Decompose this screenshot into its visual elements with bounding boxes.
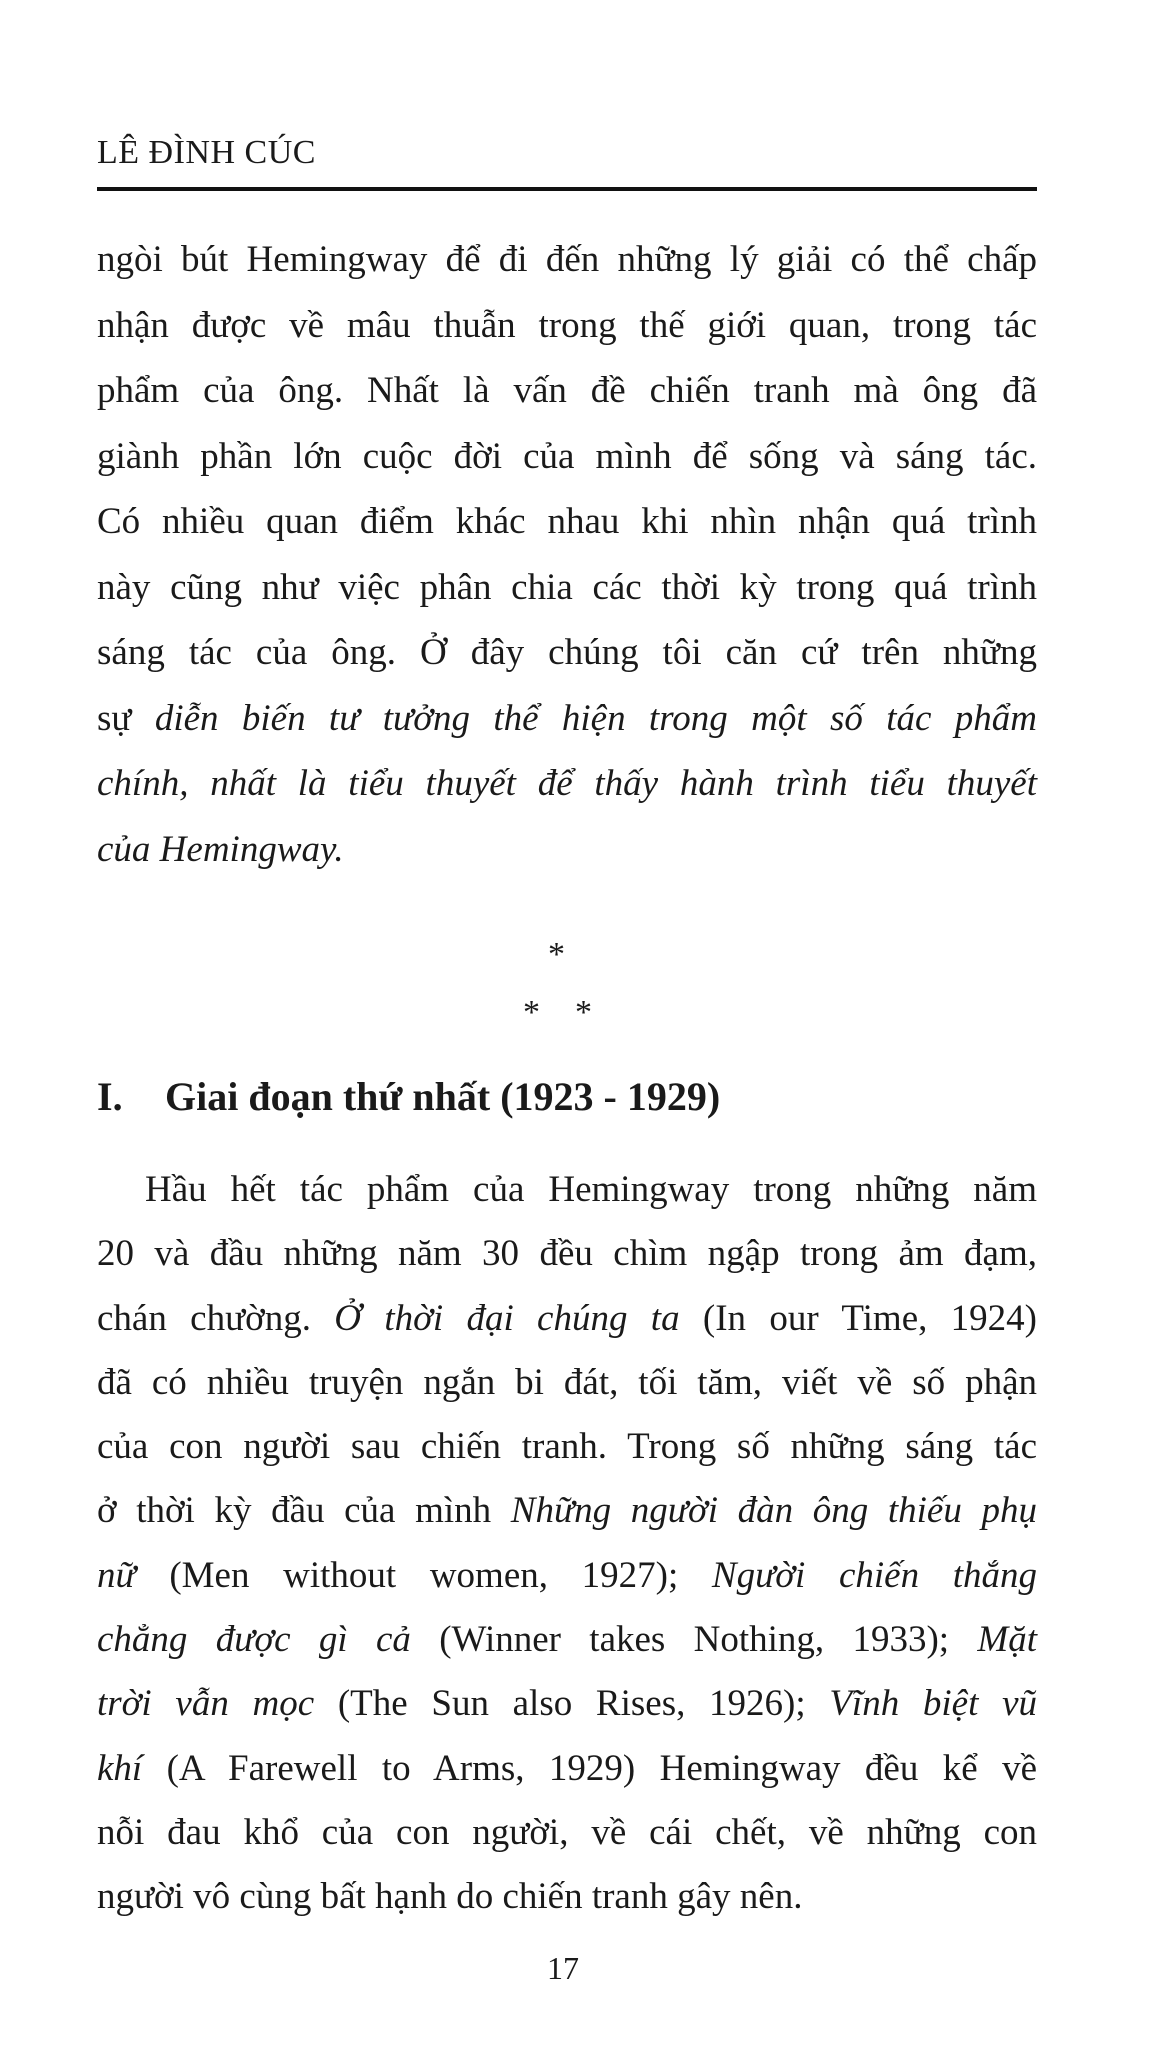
separator-asterisk: * xyxy=(523,994,540,1031)
body-text: (The Sun also Rises, 1926); xyxy=(314,1683,830,1725)
italic-title-text: của Hemingway. xyxy=(97,828,344,870)
text-line xyxy=(97,424,1037,490)
italic-title-text: khí xyxy=(97,1747,143,1789)
text-line xyxy=(97,817,1037,883)
body-text: của con người sau chiến tranh. Trong số những sáng tác xyxy=(97,1426,1037,1468)
text-line xyxy=(97,1415,1037,1479)
italic-title-text: chẳng được gì cả xyxy=(97,1619,411,1661)
body-text: (In our Time, 1924) xyxy=(679,1297,1038,1339)
header-rule xyxy=(97,187,1037,191)
text-line xyxy=(97,1801,1037,1865)
text-line xyxy=(97,227,1037,293)
body-text: người vô cùng bất hạnh do chiến tranh gây nên. xyxy=(97,1876,803,1918)
text-line xyxy=(97,1479,1037,1543)
italic-title-text: nữ xyxy=(97,1554,136,1596)
text-line xyxy=(97,620,1037,686)
body-text: giành phần lớn cuộc đời của mình để sống và sáng tác. xyxy=(97,435,1037,477)
body-text: 20 và đầu những năm 30 đều chìm ngập trong ảm đạm, xyxy=(97,1233,1037,1275)
italic-title-text: chính, nhất là tiểu thuyết để thấy hành trình tiểu thuyết xyxy=(97,763,1037,804)
text-line xyxy=(97,293,1037,359)
italic-title-text: Những người đàn ông thiếu phụ xyxy=(510,1490,1037,1532)
italic-title-text: trời vẫn mọc xyxy=(97,1683,315,1725)
body-text: ngòi bút Hemingway để đi đến những lý giải có thể chấp xyxy=(97,239,1037,280)
body-text: này cũng như việc phân chia các thời kỳ trong quá trình xyxy=(97,566,1037,608)
section-heading xyxy=(97,1072,720,1122)
text-line xyxy=(97,1222,1037,1286)
text-line xyxy=(97,686,1037,752)
text-line xyxy=(97,1287,1037,1351)
body-text: phẩm của ông. Nhất là vấn đề chiến tranh mà ông đã xyxy=(97,370,1037,411)
body-text: sáng tác của ông. Ở đây chúng tôi căn cứ trên những xyxy=(97,632,1037,673)
section-title: Giai đoạn thứ nhất (1923 - 1929) xyxy=(165,1074,721,1119)
body-text: ở thời kỳ đầu của mình xyxy=(97,1490,511,1532)
italic-title-text: Vĩnh biệt vũ xyxy=(829,1683,1037,1725)
text-line xyxy=(97,1672,1037,1736)
paragraph-intro xyxy=(97,227,1037,882)
body-text: Hầu hết tác phẩm của Hemingway trong những năm xyxy=(145,1169,1037,1210)
italic-title-text: diễn biến tư tưởng thể hiện trong một số tác phẩm xyxy=(154,697,1037,739)
body-text: chán chường. xyxy=(97,1297,335,1339)
text-line xyxy=(97,358,1037,424)
body-text: đã có nhiều truyện ngắn bi đát, tối tăm, viết về số phận xyxy=(97,1361,1037,1403)
text-line xyxy=(97,1544,1037,1608)
text-line xyxy=(97,751,1037,817)
italic-title-text: Ở thời đại chúng ta xyxy=(334,1297,680,1339)
text-line xyxy=(97,1737,1037,1801)
body-text: Có nhiều quan điểm khác nhau khi nhìn nhận quá trình xyxy=(97,501,1037,542)
text-line xyxy=(97,1158,1037,1222)
body-text: (A Farewell to Arms, 1929) Hemingway đều kể về xyxy=(142,1747,1037,1789)
separator-asterisk: * xyxy=(575,994,592,1031)
paragraph-first-period xyxy=(97,1158,1037,1930)
body-text: nhận được về mâu thuẫn trong thế giới quan, trong tác xyxy=(97,304,1037,346)
running-head-author: LÊ ĐÌNH CÚC xyxy=(97,134,316,171)
text-line xyxy=(97,489,1037,555)
body-text: nỗi đau khổ của con người, về cái chết, về những con xyxy=(97,1811,1037,1853)
body-text: sự xyxy=(97,697,155,739)
body-text: (Winner takes Nothing, 1933); xyxy=(410,1619,978,1661)
text-line xyxy=(97,1351,1037,1415)
text-line xyxy=(97,1865,1037,1929)
text-line xyxy=(97,555,1037,621)
italic-title-text: Người chiến thắng xyxy=(711,1554,1037,1596)
body-text: (Men without women, 1927); xyxy=(135,1554,712,1596)
section-number: I. xyxy=(97,1074,123,1119)
italic-title-text: Mặt xyxy=(977,1619,1037,1661)
page-number: 17 xyxy=(547,1950,579,1986)
text-line xyxy=(97,1608,1037,1672)
separator-asterisk: * xyxy=(548,936,565,973)
